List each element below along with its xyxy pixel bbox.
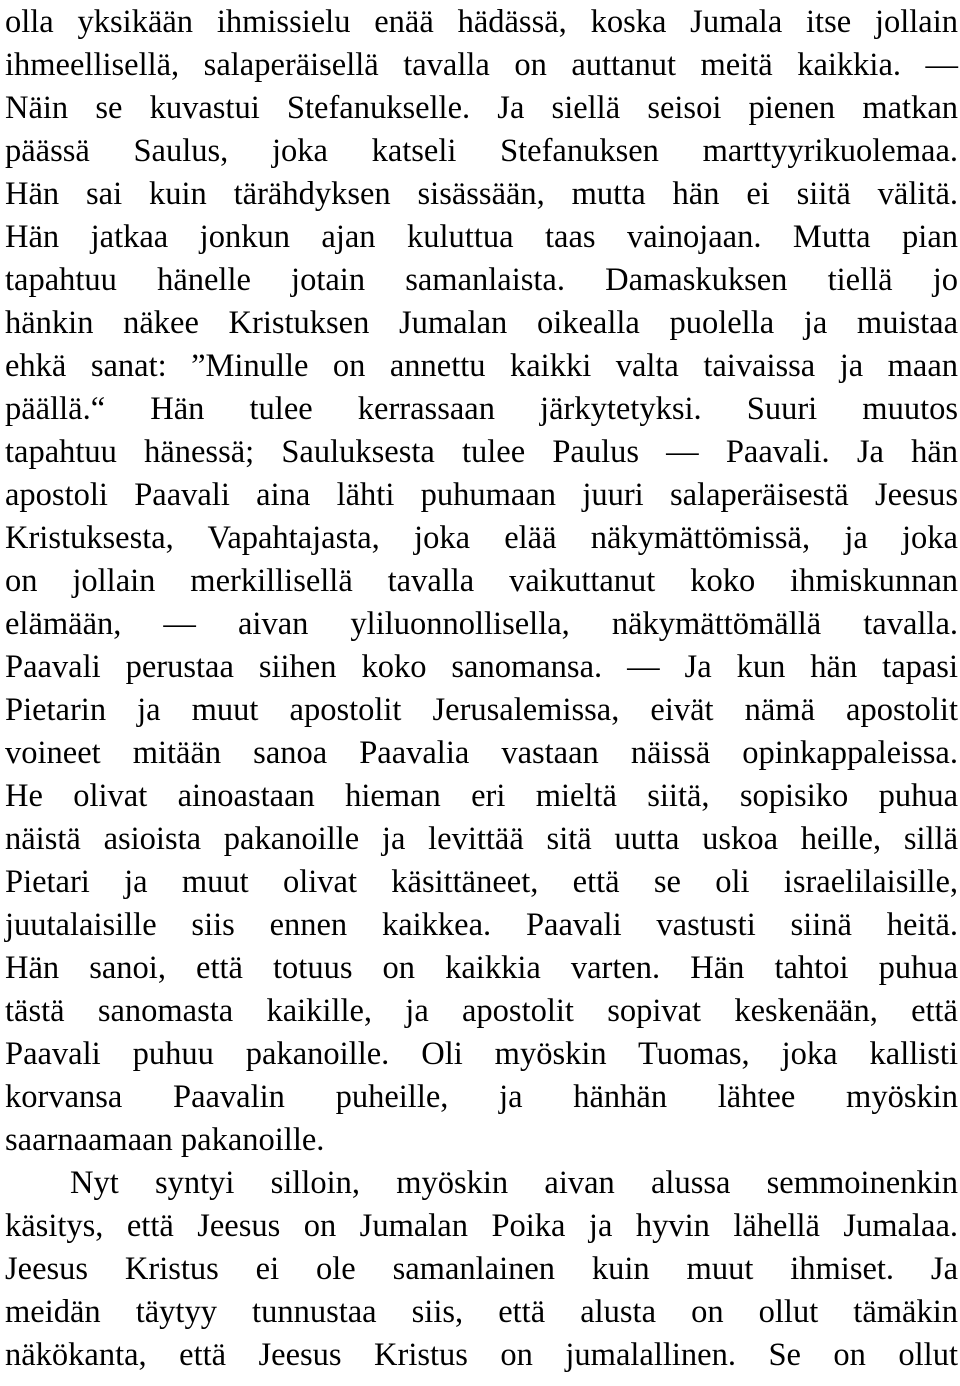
text-line: Pietari ja muut olivat käsittäneet, että se oli israelilaisille, xyxy=(5,864,958,900)
paragraph-start-line: Nyt syntyi silloin, myöskin aivan alussa semmoinenkin xyxy=(70,1165,958,1201)
text-line: tapahtuu hänelle jotain samanlaista. Damaskuksen tiellä jo xyxy=(5,262,958,298)
text-line: Pietarin ja muut apostolit Jerusalemissa, eivät nämä apostolit xyxy=(5,692,958,728)
text-line: Kristuksesta, Vapahtajasta, joka elää näkymättömissä, ja joka xyxy=(5,520,958,556)
text-line: olla yksikään ihmissielu enää hädässä, koska Jumala itse jollain xyxy=(5,4,958,40)
text-line: päässä Saulus, joka katseli Stefanuksen marttyyrikuolemaa. xyxy=(5,133,958,169)
text-line: ihmeellisellä, salaperäisellä tavalla on auttanut meitä kaikkia. — xyxy=(5,47,958,83)
text-line: apostoli Paavali aina lähti puhumaan juuri salaperäisestä Jeesus xyxy=(5,477,958,513)
text-line: päällä.“ Hän tulee kerrassaan järkytetyksi. Suuri muutos xyxy=(5,391,958,427)
paragraph-end-line: saarnaamaan pakanoille. xyxy=(5,1122,325,1158)
text-line: on jollain merkillisellä tavalla vaikuttanut koko ihmiskunnan xyxy=(5,563,958,599)
text-line: elämään, — aivan yliluonnollisella, näkymättömällä tavalla. xyxy=(5,606,958,642)
text-line: Hän jatkaa jonkun ajan kuluttua taas vainojaan. Mutta pian xyxy=(5,219,958,255)
text-line: He olivat ainoastaan hieman eri mieltä siitä, sopisiko puhua xyxy=(5,778,958,814)
text-line: Näin se kuvastui Stefanukselle. Ja siellä seisoi pienen matkan xyxy=(5,90,958,126)
text-line: korvansa Paavalin puheille, ja hänhän lähtee myöskin xyxy=(5,1079,958,1115)
text-line: Paavali perustaa siihen koko sanomansa. — Ja kun hän tapasi xyxy=(5,649,958,685)
text-line: näkökanta, että Jeesus Kristus on jumalallinen. Se on ollut xyxy=(5,1337,958,1373)
text-line: Hän sai kuin tärähdyksen sisässään, mutta hän ei siitä välitä. xyxy=(5,176,958,212)
text-line: meidän täytyy tunnustaa siis, että alusta on ollut tämäkin xyxy=(5,1294,958,1330)
text-line: Paavali puhuu pakanoille. Oli myöskin Tuomas, joka kallisti xyxy=(5,1036,958,1072)
text-line: käsitys, että Jeesus on Jumalan Poika ja hyvin lähellä Jumalaa. xyxy=(5,1208,958,1244)
text-line: juutalaisille siis ennen kaikkea. Paavali vastusti siinä heitä. xyxy=(5,907,958,943)
text-line: Hän sanoi, että totuus on kaikkia varten. Hän tahtoi puhua xyxy=(5,950,958,986)
text-line: ehkä sanat: ”Minulle on annettu kaikki valta taivaissa ja maan xyxy=(5,348,958,384)
text-line: tapahtuu hänessä; Sauluksesta tulee Paulus — Paavali. Ja hän xyxy=(5,434,958,470)
text-line: tästä sanomasta kaikille, ja apostolit sopivat keskenään, että xyxy=(5,993,958,1029)
text-line: näistä asioista pakanoille ja levittää sitä uutta uskoa heille, sillä xyxy=(5,821,958,857)
text-line: Jeesus Kristus ei ole samanlainen kuin muut ihmiset. Ja xyxy=(5,1251,958,1287)
text-line: voineet mitään sanoa Paavalia vastaan näissä opinkappaleissa. xyxy=(5,735,958,771)
text-line: hänkin näkee Kristuksen Jumalan oikealla puolella ja muistaa xyxy=(5,305,958,341)
